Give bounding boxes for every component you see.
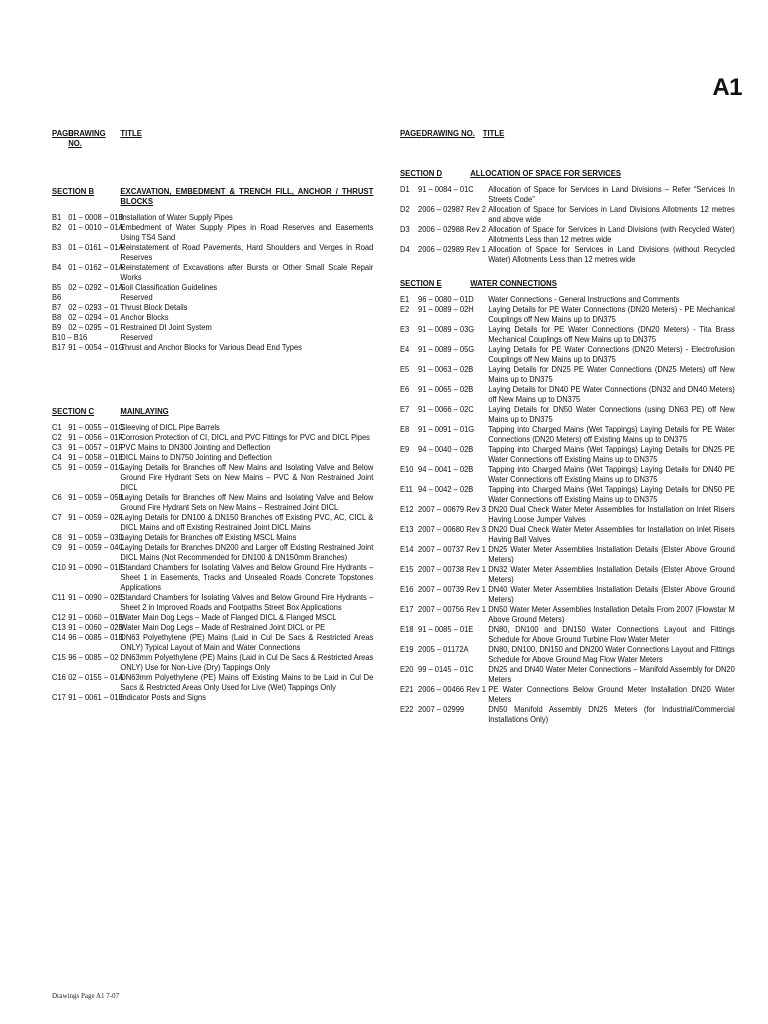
drawing-number: 2006 – 02988 Rev 2	[418, 224, 486, 234]
drawing-number: 91 – 0065 – 02B	[418, 384, 474, 394]
page-number: C12	[52, 612, 66, 622]
drawing-title: Soil Classification Guidelines	[120, 282, 218, 292]
drawing-title: Laying Details for PE Water Connections (DN20 Meters) - Electrofusion Couplings off New Mains up to DN375	[488, 344, 735, 364]
drawing-title: DN63 Polyethylene (PE) Mains (Laid in Cul De Sacs & Restricted Areas ONLY) Typical Layout of Main and Water Connections	[120, 632, 374, 652]
drawing-title: Reserved	[120, 332, 153, 342]
page-number: E13	[400, 524, 414, 534]
drawing-number: 2007 – 00679 Rev 3	[418, 504, 486, 514]
page-number: C6	[52, 492, 62, 502]
table-row	[400, 564, 735, 584]
page-number: E17	[400, 604, 414, 614]
page-number: E20	[400, 664, 414, 674]
table-row	[400, 384, 735, 404]
drawing-number: 91 – 0089 – 02H	[418, 304, 474, 314]
drawing-title: Laying Details for DN50 Water Connections (using DN63 PE) off New Mains up to DN375	[488, 404, 735, 424]
drawing-number: 94 – 0041 – 02B	[418, 464, 474, 474]
table-row	[400, 404, 735, 424]
page-number: E10	[400, 464, 414, 474]
drawing-title: Embedment of Water Supply Pipes in Road Reserves and Easements Using TS4 Sand	[120, 222, 374, 242]
drawing-number: 2006 – 02989 Rev 1	[418, 244, 486, 254]
drawing-title: Standard Chambers for Isolating Valves and Below Ground Fire Hydrants – Sheet 1 in Easements, Tracks and Unsealed Roads Concrete Topstones Applications	[120, 562, 374, 592]
drawing-title: Indicator Posts and Signs	[120, 692, 206, 702]
footer: Drawings Page A1 7-07	[52, 992, 120, 1000]
table-row	[52, 622, 373, 632]
table-row	[400, 524, 735, 544]
left-sections	[52, 186, 373, 702]
section-label: SECTION E	[400, 278, 442, 288]
table-row	[400, 324, 735, 344]
section-title: ALLOCATION OF SPACE FOR SERVICES	[470, 168, 622, 178]
page-number: B4	[52, 262, 62, 272]
page-number: E14	[400, 544, 414, 554]
page-number: C2	[52, 432, 62, 442]
drawing-title: DN63mm Polyethylene (PE) Mains (Laid in Cul De Sacs & Restricted Areas ONLY) Use for Non-Live (Dry) Tappings Only	[120, 652, 374, 672]
table-row	[52, 322, 373, 332]
drawing-title: Laying Details for DN100 & DN150 Branches off Existing PVC, AC, CICL & DICL Mains and off Existing Restrained Joint DICL Mains	[120, 512, 374, 532]
drawing-title: DN63mm Polyethylene (PE) Mains off Existing Mains to be Laid in Cul De Sacs & Restricted Areas Only Used for Live (Wet) Tappings Only	[120, 672, 374, 692]
header-title: TITLE	[482, 128, 505, 138]
drawing-title: PVC Mains to DN300 Jointing and Deflection	[120, 442, 271, 452]
drawing-number: 2007 – 00737 Rev 1	[418, 544, 486, 554]
drawing-title: Water Main Dog Legs – Made of Flanged DICL & Flanged MSCL	[120, 612, 337, 622]
drawing-number: 91 – 0090 – 01E	[68, 562, 124, 572]
drawing-title: Allocation of Space for Services in Land Divisions – Refer “Services In Streets Code”	[488, 184, 735, 204]
drawing-number: 91 – 0089 – 05G	[418, 344, 475, 354]
drawing-title: Laying Details for Branches off Existing MSCL Mains	[120, 532, 297, 542]
table-row	[400, 544, 735, 564]
drawing-number: 91 – 0058 – 01E	[68, 452, 124, 462]
drawing-title: Laying Details for Branches off New Mains and Isolating Valve and Below Ground Fire Hydrant Sets on New Mains – PVC & Non Restrained Joint DICL	[120, 462, 374, 492]
page-number: C7	[52, 512, 62, 522]
page-number: E18	[400, 624, 414, 634]
section-label: SECTION D	[400, 168, 443, 178]
drawing-title: Anchor Blocks	[120, 312, 169, 322]
table-row	[400, 684, 735, 704]
drawing-number: 2006 – 02987 Rev 2	[418, 204, 486, 214]
drawing-title: Reinstatement of Road Pavements, Hard Shoulders and Verges in Road Reserves	[120, 242, 374, 262]
table-row	[52, 542, 373, 562]
table-row	[400, 644, 735, 664]
page-number: D4	[400, 244, 410, 254]
drawing-number: 91 – 0060 – 01E	[68, 612, 124, 622]
table-row	[400, 424, 735, 444]
drawing-number: 91 – 0084 – 01C	[418, 184, 474, 194]
table-row	[400, 294, 735, 304]
page-number: C16	[52, 672, 66, 682]
section-heading	[400, 278, 735, 288]
drawing-number: 91 – 0055 – 01C	[68, 422, 124, 432]
table-row	[52, 222, 373, 242]
page-number: E15	[400, 564, 414, 574]
left-column	[52, 128, 373, 702]
drawing-number: 91 – 0059 – 02F	[68, 512, 124, 522]
drawing-number: 94 – 0040 – 02B	[418, 444, 474, 454]
page-number: D1	[400, 184, 410, 194]
drawing-number: 01 – 0010 – 01A	[68, 222, 124, 232]
table-row	[52, 212, 373, 222]
header-drawing-no: DRAWING NO.	[421, 128, 475, 138]
page-number: B9	[52, 322, 62, 332]
page-number: B3	[52, 242, 62, 252]
drawing-title: Laying Details for PE Water Connections (DN20 Meters) - PE Mechanical Couplings off New Mains up to DN375	[488, 304, 735, 324]
table-row	[52, 592, 373, 612]
page-number: E5	[400, 364, 410, 374]
table-row	[400, 244, 735, 264]
drawing-number: 91 – 0059 – 04C	[68, 542, 124, 552]
drawing-number: 2007 – 00739 Rev 1	[418, 584, 486, 594]
section-rows	[400, 184, 735, 264]
drawing-title: Corrosion Protection of CI, DICL and PVC Fittings for PVC and DICL Pipes	[120, 432, 370, 442]
drawing-title: Laying Details for DN25 PE Water Connections (DN25 Meters) off New Mains up to DN375	[488, 364, 735, 384]
drawing-number: 2007 – 00680 Rev 3	[418, 524, 486, 534]
drawing-number: 96 – 0085 – 02	[68, 652, 119, 662]
drawing-title: Standard Chambers for Isolating Valves and Below Ground Fire Hydrants – Sheet 2 in Improved Roads and Footpaths Street Box Applications	[120, 592, 374, 612]
page-number: B6	[52, 292, 62, 302]
page-number: B7	[52, 302, 62, 312]
drawing-title: Sleeving of DICL Pipe Barrels	[120, 422, 220, 432]
table-row	[400, 584, 735, 604]
table-row	[52, 262, 373, 282]
drawing-title: DN25 Water Meter Assemblies Installation Details (Elster Above Ground Meters)	[488, 544, 735, 564]
drawing-number: 02 – 0292 – 01A	[68, 282, 124, 292]
drawing-number: 96 – 0085 – 01B	[68, 632, 124, 642]
page-number: B5	[52, 282, 62, 292]
table-row	[400, 224, 735, 244]
table-row	[52, 342, 373, 352]
drawing-title: Restrained DI Joint System	[120, 322, 212, 332]
drawing-number: 01 – 0008 – 01B	[68, 212, 124, 222]
drawing-title: DN40 Water Meter Assemblies Installation Details (Elster Above Ground Meters)	[488, 584, 735, 604]
drawing-number: 91 – 0054 – 01G	[68, 342, 125, 352]
page-number: E12	[400, 504, 414, 514]
page-number: B17	[52, 342, 66, 352]
drawing-title: Laying Details for DN40 PE Water Connections (DN32 and DN40 Meters) off New Mains up to DN375	[488, 384, 735, 404]
drawing-number: 01 – 0161 – 01A	[68, 242, 124, 252]
drawing-title: Tapping into Charged Mains (Wet Tappings) Laying Details for PE Water Connections (DN20 Meters) off Existing Mains up to DN375	[488, 424, 735, 444]
page-number: C17	[52, 692, 66, 702]
drawing-title: DN32 Water Meter Assemblies Installation Details (Elster Above Ground Meters)	[488, 564, 735, 584]
page-number: E19	[400, 644, 414, 654]
page-number: C4	[52, 452, 62, 462]
section	[400, 278, 735, 724]
table-row	[52, 492, 373, 512]
section-title: WATER CONNECTIONS	[470, 278, 557, 288]
column-header	[52, 128, 373, 148]
page-number: E8	[400, 424, 410, 434]
table-row	[52, 302, 373, 312]
table-row	[52, 332, 373, 342]
section-heading	[400, 168, 735, 178]
table-row	[400, 364, 735, 384]
drawing-number: 91 – 0059 – 01G	[68, 462, 125, 472]
drawing-title: Tapping into Charged Mains (Wet Tappings) Laying Details for DN40 PE Water Connections off Existing Mains up to DN375	[488, 464, 735, 484]
drawing-number: 2007 – 00756 Rev 1	[418, 604, 486, 614]
table-row	[400, 444, 735, 464]
section-rows	[52, 422, 373, 702]
drawing-title: Installation of Water Supply Pipes	[120, 212, 233, 222]
table-row	[400, 484, 735, 504]
drawing-title: DN80, DN100 and DN150 Water Connections Layout and Fittings Schedule for Above Ground Turbine Flow Water Meter	[488, 624, 735, 644]
drawing-title: DN50 Manifold Assembly DN25 Meters (for Industrial/Commercial Installations Only)	[488, 704, 735, 724]
table-row	[400, 624, 735, 644]
header-drawing-no: DRAWING NO.	[68, 128, 106, 148]
table-row	[400, 184, 735, 204]
page-number: C14	[52, 632, 66, 642]
table-row	[400, 704, 735, 724]
page-number: D2	[400, 204, 410, 214]
table-row	[52, 292, 373, 302]
page-number: E3	[400, 324, 410, 334]
page-number: B8	[52, 312, 62, 322]
table-row	[52, 282, 373, 292]
drawing-number: 02 – 0155 – 01A	[68, 672, 124, 682]
drawing-number: 91 – 0057 – 01F	[68, 442, 124, 452]
table-row	[52, 422, 373, 432]
table-row	[52, 452, 373, 462]
drawing-number: 2005 – 01172A	[418, 644, 469, 654]
page-number: E6	[400, 384, 410, 394]
table-row	[52, 312, 373, 322]
drawing-title: DN20 Dual Check Water Meter Assemblies for Installation on Inlet Risers Having Loose Jumper Valves	[488, 504, 735, 524]
page-number: C3	[52, 442, 62, 452]
table-row	[52, 672, 373, 692]
drawing-title: Reinstatement of Excavations after Bursts or Other Small Scale Repair Works	[120, 262, 374, 282]
drawing-number: 91 – 0060 – 02B	[68, 622, 124, 632]
section-heading	[52, 186, 373, 206]
drawing-title: DN80, DN100, DN150 and DN200 Water Connections Layout and Fittings Schedule for Above Ground Mag Flow Water Meters	[488, 644, 735, 664]
table-row	[400, 344, 735, 364]
page-number: E9	[400, 444, 410, 454]
drawing-number: 91 – 0091 – 01G	[418, 424, 475, 434]
drawing-title: Allocation of Space for Services in Land Divisions Allotments 12 metres and above wide	[488, 204, 735, 224]
page-number: E11	[400, 484, 413, 494]
page-number: B1	[52, 212, 62, 222]
drawing-title: DN20 Dual Check Water Meter Assemblies for Installation on Inlet Risers Having Ball Valves	[488, 524, 735, 544]
page-number: C10	[52, 562, 66, 572]
table-row	[400, 204, 735, 224]
page-number: C13	[52, 622, 66, 632]
page-number: E1	[400, 294, 410, 304]
table-row	[52, 512, 373, 532]
table-row	[52, 692, 373, 702]
drawing-title: Laying Details for Branches DN200 and Larger off Existing Restrained Joint DICL Mains (Not Recommended for DN100 & DN150mm Branches)	[120, 542, 374, 562]
drawing-number: 99 – 0145 – 01C	[418, 664, 474, 674]
drawing-title: Tapping into Charged Mains (Wet Tappings) Laying Details for DN50 PE Water Connections off Existing Mains up to DN375	[488, 484, 735, 504]
drawing-number: 96 – 0080 – 01D	[418, 294, 474, 304]
drawing-title: Water Main Dog Legs – Made of Restrained Joint DICL or PE	[120, 622, 326, 632]
header-title: TITLE	[120, 128, 142, 138]
header-page: PAGE	[400, 128, 422, 138]
drawing-number: 02 – 0295 – 01	[68, 322, 119, 332]
page-number: E4	[400, 344, 410, 354]
table-row	[52, 432, 373, 442]
page-number: C8	[52, 532, 62, 542]
drawing-number: 91 – 0063 – 02B	[418, 364, 474, 374]
page-number: B10 – B16	[52, 332, 88, 342]
table-row	[52, 612, 373, 622]
page-number: C5	[52, 462, 62, 472]
table-row	[400, 304, 735, 324]
header-page: PAGE	[52, 128, 74, 138]
drawing-title: Allocation of Space for Services in Land Divisions (without Recycled Water) Allotments Less than 12 metres wide	[488, 244, 735, 264]
drawing-number: 91 – 0066 – 02C	[418, 404, 474, 414]
drawing-number: 91 – 0059 – 05B	[68, 492, 124, 502]
column-header	[400, 128, 735, 138]
table-row	[52, 632, 373, 652]
drawing-title: PE Water Connections Below Ground Meter Installation DN20 Water Meters	[488, 684, 735, 704]
drawing-title: Reserved	[120, 292, 153, 302]
drawing-title: DN50 Water Meter Assemblies Installation Details From 2007 (Flowstar M Above Ground Meters)	[488, 604, 735, 624]
drawing-number: 91 – 0089 – 03G	[418, 324, 475, 334]
section	[400, 168, 735, 264]
section-rows	[52, 212, 373, 352]
page-number: E7	[400, 404, 410, 414]
table-row	[52, 652, 373, 672]
table-row	[52, 242, 373, 262]
page-number: D3	[400, 224, 410, 234]
section-heading	[52, 406, 373, 416]
drawing-number: 2007 – 02999	[418, 704, 465, 714]
drawing-title: DICL Mains to DN750 Jointing and Deflection	[120, 452, 272, 462]
drawing-title: Thrust and Anchor Blocks for Various Dead End Types	[120, 342, 302, 352]
page-number: E22	[400, 704, 414, 714]
section-rows	[400, 294, 735, 724]
table-row	[52, 562, 373, 592]
drawing-number: 2007 – 00738 Rev 1	[418, 564, 486, 574]
drawing-title: Laying Details for PE Water Connections (DN20 Meters) - Tita Brass Mechanical Couplings off New Mains up to DN375	[488, 324, 735, 344]
table-row	[400, 664, 735, 684]
table-row	[52, 532, 373, 542]
page-number: B2	[52, 222, 62, 232]
page-number: E21	[400, 684, 414, 694]
drawing-number: 01 – 0162 – 01A	[68, 262, 124, 272]
section-label: SECTION C	[52, 406, 95, 416]
section-title: EXCAVATION, EMBEDMENT & TRENCH FILL, ANCHOR / THRUST BLOCKS	[120, 186, 374, 206]
section-label: SECTION B	[52, 186, 95, 196]
drawing-number: 02 – 0294 – 01	[68, 312, 119, 322]
table-row	[400, 504, 735, 524]
drawing-title: Tapping into Charged Mains (Wet Tappings) Laying Details for DN25 PE Water Connections off Existing Mains up to DN375	[488, 444, 735, 464]
table-row	[400, 604, 735, 624]
page-id: A1	[712, 74, 742, 101]
section	[52, 406, 373, 702]
drawing-number: 2006 – 00466 Rev 1	[418, 684, 486, 694]
page-number: C1	[52, 422, 62, 432]
drawing-number: 91 – 0056 – 01F	[68, 432, 124, 442]
page-number: E2	[400, 304, 410, 314]
drawing-title: DN25 and DN40 Water Meter Connections – Manifold Assembly for DN20 Meters	[488, 664, 735, 684]
section-title: MAINLAYING	[120, 406, 169, 416]
page-number: E16	[400, 584, 414, 594]
drawing-title: Allocation of Space for Services in Land Divisions (with Recycled Water) Allotments Less than 12 metres wide	[488, 224, 735, 244]
right-column	[400, 128, 735, 724]
drawing-number: 91 – 0085 – 01E	[418, 624, 474, 634]
drawing-title: Thrust Block Details	[120, 302, 188, 312]
drawing-number: 91 – 0061 – 01E	[68, 692, 124, 702]
section	[52, 186, 373, 352]
table-row	[400, 464, 735, 484]
drawing-number: 91 – 0090 – 02E	[68, 592, 124, 602]
table-row	[52, 462, 373, 492]
drawing-number: 91 – 0059 – 03D	[68, 532, 124, 542]
drawing-number: 02 – 0293 – 01	[68, 302, 119, 312]
drawing-title: Water Connections - General Instructions and Comments	[488, 294, 680, 304]
drawing-number: 94 – 0042 – 02B	[418, 484, 474, 494]
table-row	[52, 442, 373, 452]
right-sections	[400, 168, 735, 724]
page-number: C15	[52, 652, 66, 662]
page-number: C11	[52, 592, 66, 602]
drawing-title: Laying Details for Branches off New Mains and Isolating Valve and Below Ground Fire Hydrant Sets on New Mains – Restrained Joint DICL	[120, 492, 374, 512]
page-number: C9	[52, 542, 62, 552]
